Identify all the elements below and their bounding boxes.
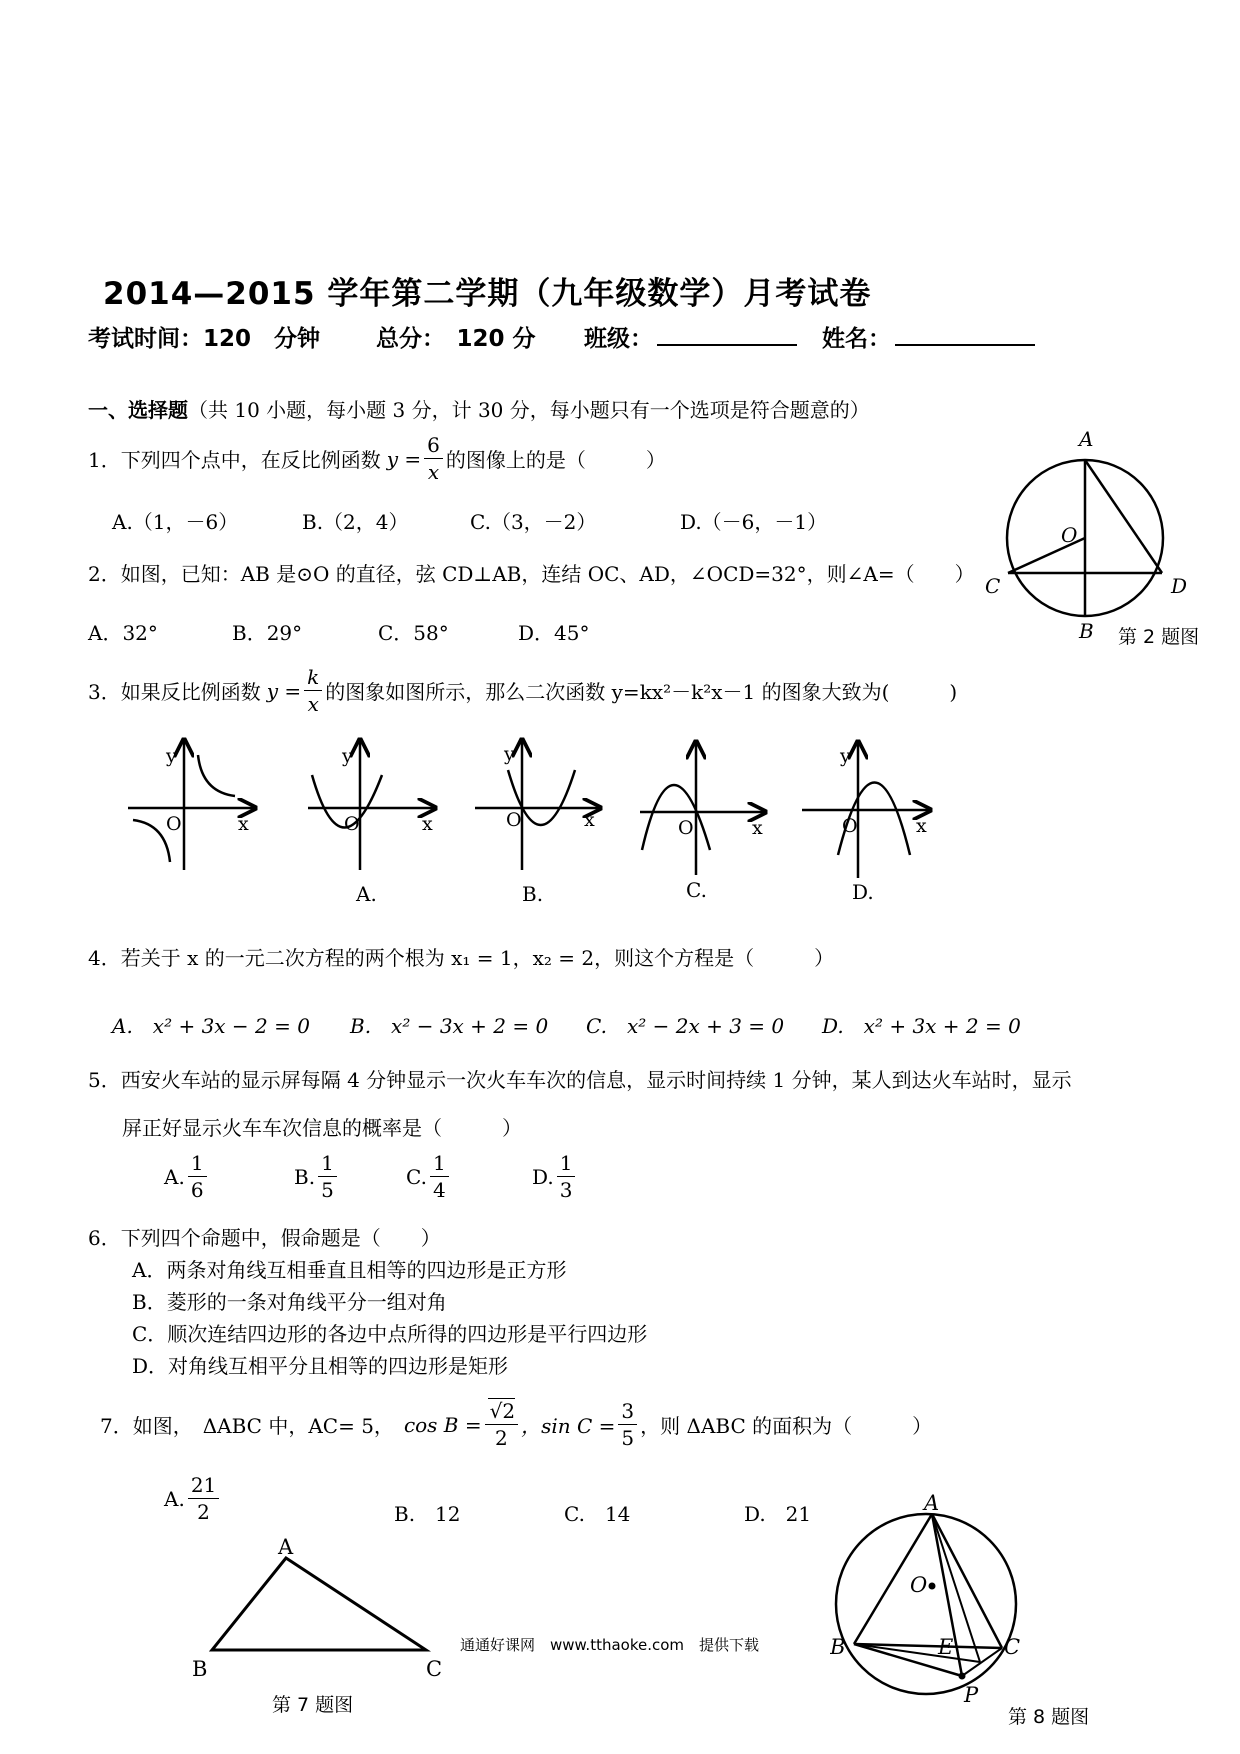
q3-gd-x: x (916, 815, 927, 837)
q8-label-b: B (830, 1635, 846, 1659)
q3-g0-o: O (166, 813, 182, 835)
q7-sin-num: 3 (618, 1398, 637, 1425)
class-blank (657, 344, 797, 346)
q7-option-d: D. 21 (744, 1502, 812, 1526)
q7-sin: ，sin C = (521, 1414, 616, 1438)
q5-option-a-label: A. (164, 1164, 185, 1189)
q5-a-num: 1 (188, 1150, 207, 1177)
q6-option-a: A．两条对角线互相垂直且相等的四边形是正方形 (132, 1258, 567, 1282)
q5-d-den: 3 (559, 1178, 573, 1202)
q4-option-d: D. x² + 3x + 2 = 0 (822, 1014, 1021, 1038)
q1-option-c: C.（3，－2） (470, 510, 597, 534)
q7-pre: 7．如图， ΔABC 中，AC= 5， (100, 1414, 394, 1438)
q7-option-b: B. 12 (394, 1502, 461, 1526)
q5-option-b (294, 1150, 340, 1203)
q3-gb-o: O (506, 809, 522, 831)
q3-fx: y = (266, 678, 302, 703)
q5-option-d (532, 1150, 578, 1203)
q2-option-b: B．29° (232, 621, 303, 645)
q5-option-d-label: D. (532, 1164, 554, 1189)
q1-den: x (427, 460, 440, 484)
q1-option-a: A.（1，－6） (112, 510, 239, 534)
q3-g0-y: y (166, 745, 177, 767)
q7-label-a: A (278, 1538, 294, 1559)
q6-option-b: B．菱形的一条对角线平分一组对角 (132, 1290, 447, 1314)
q3-gd-o: O (842, 815, 858, 837)
q8-label-o: O (910, 1573, 928, 1597)
q5-b-num: 1 (318, 1150, 337, 1177)
q7-caption: 第 7 题图 (272, 1694, 354, 1716)
section-note: （共 10 小题，每小题 3 分，计 30 分，每小题只有一个选项是符合题意的） (188, 398, 870, 422)
q3-option-d: D. (852, 880, 874, 904)
q5-option-c-frac (430, 1150, 449, 1203)
question-2: 2．如图，已知：AB 是⊙O 的直径，弦 CD⊥AB，连结 OC、AD，∠OCD=32°，则∠A=（ ） (88, 562, 975, 586)
q1-fx: y = (386, 446, 422, 471)
q3-gc-o: O (678, 817, 694, 839)
q7-option-c: C. 14 (564, 1502, 631, 1526)
q2-option-d: D．45° (518, 621, 590, 645)
q7-a-den: 2 (197, 1500, 210, 1524)
q7-cos-den: 2 (494, 1426, 508, 1450)
q3-ga-o: O (344, 813, 360, 835)
name-blank (895, 344, 1035, 346)
q2-figure (975, 428, 1215, 648)
watermark-text: 通通好课网 www.tthaoke.com 提供下载 (460, 1636, 760, 1654)
question-1 (88, 432, 666, 485)
q6-option-d: D．对角线互相平分且相等的四边形是矩形 (132, 1354, 509, 1378)
question-5-line1: 5．西安火车站的显示屏每隔 4 分钟显示一次火车车次的信息，显示时间持续 1 分钟，某人到达火车站时，显示 (88, 1068, 1072, 1092)
q7-post: ，则 ΔABC 的面积为（ ） (640, 1414, 933, 1438)
q7-a-num: 21 (188, 1472, 219, 1499)
q5-option-c (406, 1150, 452, 1203)
q2-label-d: D (1171, 574, 1188, 598)
q3-post: 的图象如图所示，那么二次函数 y=kx²－k²x－1 的图象大致为( ) (325, 680, 958, 704)
question-6: 6．下列四个命题中，假命题是（ ） (88, 1226, 441, 1250)
exam-title: 2014—2015 学年第二学期（九年级数学）月考试卷 (103, 276, 872, 312)
q5-option-d-frac (557, 1150, 576, 1203)
q7-label-c: C (426, 1657, 443, 1678)
q3-den: x (307, 692, 319, 716)
q5-b-den: 5 (321, 1178, 334, 1202)
q4-option-b: B. x² − 3x + 2 = 0 (350, 1014, 549, 1038)
class-label: 班级： (584, 326, 653, 352)
q3-g0-x: x (238, 813, 249, 835)
q3-num: k (304, 664, 322, 691)
q8-label-e: E (938, 1635, 954, 1659)
q2-caption: 第 2 题图 (1118, 626, 1200, 648)
question-5-line2: 屏正好显示火车车次信息的概率是（ ） (122, 1116, 522, 1140)
q2-option-a: A．32° (88, 621, 158, 645)
q2-label-c: C (985, 574, 1001, 598)
q7-label-b: B (192, 1657, 208, 1678)
q4-option-c: C. x² − 2x + 3 = 0 (586, 1014, 785, 1038)
q5-c-num: 1 (430, 1150, 449, 1177)
exam-time: 考试时间：120 分钟 (88, 326, 321, 352)
section-title: 一、选择题 (88, 398, 188, 422)
q3-option-c: C. (686, 878, 707, 902)
q5-d-num: 1 (557, 1150, 576, 1177)
q3-pre: 3．如果反比例函数 (88, 680, 261, 704)
q2-label-o: O (1061, 523, 1078, 547)
question-3 (88, 664, 957, 717)
q7-option-a-label: A. (164, 1486, 185, 1511)
q2-label-b: B (1079, 619, 1094, 643)
q8-label-a: A (924, 1492, 940, 1515)
q5-a-den: 6 (190, 1178, 204, 1202)
q3-gb-y: y (504, 743, 515, 765)
q3-option-b: B. (522, 882, 544, 906)
question-7 (100, 1398, 932, 1451)
class-field (584, 320, 797, 353)
q1-option-b: B.（2，4） (302, 510, 409, 534)
q7-cos-frac (485, 1398, 518, 1451)
q2-option-c: C．58° (378, 621, 449, 645)
q6-option-c: C．顺次连结四边形的各边中点所得的四边形是平行四边形 (132, 1322, 648, 1346)
name-label: 姓名： (822, 326, 891, 352)
q7-sin-frac (618, 1398, 637, 1451)
q8-label-p: P (964, 1683, 979, 1707)
q3-option-a: A. (356, 882, 377, 906)
q7-option-a-frac (188, 1472, 219, 1525)
q3-graph-d (802, 742, 930, 878)
q4-option-a: A. x² + 3x − 2 = 0 (112, 1014, 310, 1038)
q5-option-b-label: B. (294, 1164, 316, 1189)
q1-option-d: D.（－6，－1） (680, 510, 828, 534)
q3-fraction (304, 664, 322, 717)
q7-cos: cos B = (403, 1412, 482, 1437)
q3-ga-y: y (342, 745, 353, 767)
question-4: 4．若关于 x 的一元二次方程的两个根为 x₁ = 1，x₂ = 2，则这个方程是（ ） (88, 946, 835, 970)
q3-hyperbola-graph (128, 740, 255, 870)
q7-figure (190, 1538, 450, 1678)
q3-ga-x: x (422, 813, 433, 835)
q5-option-c-label: C. (406, 1164, 427, 1189)
q1-num: 6 (424, 432, 443, 459)
total-score: 总分： 120 分 (376, 326, 536, 352)
q1-post: 的图像上的是（ ） (445, 448, 666, 472)
q8-figure (830, 1492, 1030, 1712)
q5-option-a-frac (188, 1150, 207, 1203)
q2-label-a: A (1079, 428, 1094, 451)
q5-option-a (164, 1150, 210, 1203)
q1-pre: 1．下列四个点中，在反比例函数 (88, 448, 381, 472)
q3-graph-a (308, 740, 435, 870)
name-field (822, 320, 1035, 353)
q3-graph-b (475, 740, 600, 870)
q7-option-a (164, 1472, 222, 1525)
q1-fraction (424, 432, 443, 485)
q5-option-b-frac (318, 1150, 337, 1203)
q7-sin-den: 5 (621, 1426, 635, 1450)
q8-label-c: C (1004, 1635, 1021, 1659)
q3-graph-c (640, 742, 765, 875)
q3-gb-x: x (584, 809, 595, 831)
q3-gd-y: y (840, 745, 851, 767)
q8-caption: 第 8 题图 (1008, 1706, 1090, 1728)
q7-cos-num (485, 1398, 518, 1425)
q5-c-den: 4 (432, 1178, 446, 1202)
section-heading (88, 394, 870, 423)
q7-cos-sqrt: √2 (489, 1399, 516, 1423)
q3-gc-x: x (752, 817, 763, 839)
